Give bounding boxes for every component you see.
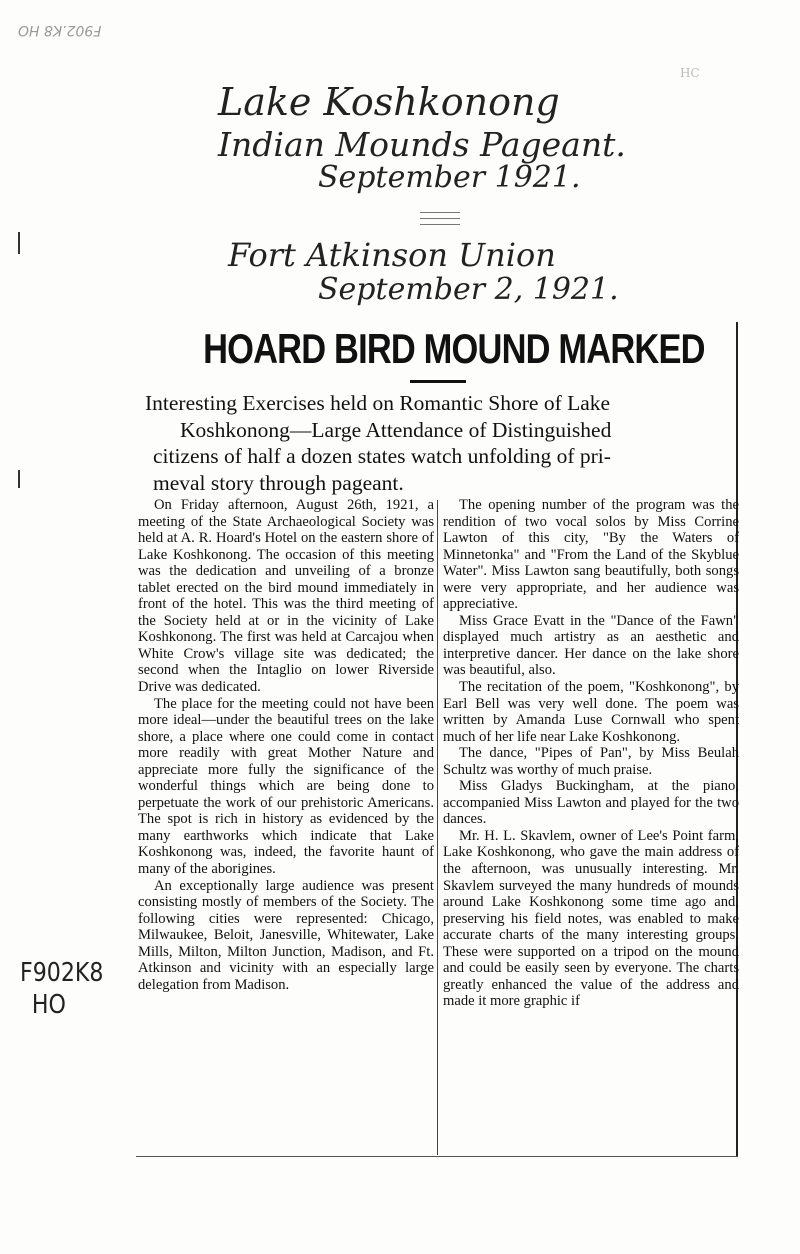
- paragraph: An exceptionally large audience was present consisting mostly of members of the Society. The following cities were represented: Chicago, Milwaukee, Beloit, Janesville, Whitewater, Lake Mills, Milton, Milton Junction, Madison, and Ft. Atkinson and vicinity with an especially large delegation from Madison.: [138, 877, 434, 993]
- article-deck: [145, 390, 740, 496]
- margin-tick: [18, 470, 20, 488]
- call-number: [20, 957, 103, 1021]
- paragraph: The recitation of the poem, "Koshkonong", by Earl Bell was very well done. The poem was written by Amanda Luse Cornwall who spent much of her life near Lake Koshkonong.: [443, 679, 739, 745]
- paragraph: On Friday afternoon, August 26th, 1921, a meeting of the State Archaeological Society was held at A. R. Hoard's Hotel on the eastern shore of Lake Koshkonong. The occasion of this meeting was the dedication and unveiling of a bronze tablet erected on the bird mound immediately in front of the hotel. This was the third meeting of the Society held at or in the vicinity of Lake Koshkonong. The first was held at Carcajou when White Crow's village site was dedicated; the second when the Intaglio on lower Riverside Drive was dedicated.: [138, 497, 434, 696]
- paragraph: Miss Gladys Buckingham, at the piano, accompanied Miss Lawton and played for the two dances.: [443, 778, 739, 828]
- paragraph: The place for the meeting could not have been more ideal—under the beautiful trees on the lake shore, a place where one could come in contact more readily with great Mother Nature and appreciate more fully the significance of the wonderful things which are being done to perpetuate the work of our prehistoric Americans. The spot is rich in history as evidenced by the many earthworks which indicate that Lake Koshkonong was, indeed, the favorite haunt of many of the aborigines.: [138, 695, 434, 878]
- call-number-line: HO: [31, 990, 66, 1020]
- handwritten-source: Fort Atkinson Union: [228, 236, 556, 274]
- paragraph: The dance, "Pipes of Pan", by Miss Beulah Schultz was worthy of much praise.: [443, 745, 739, 778]
- margin-tick: [18, 232, 20, 254]
- deck-line: meval story through pageant.: [153, 470, 404, 495]
- corner-notation: F902.K8 HO: [18, 22, 102, 38]
- handwritten-title: Lake Koshkonong: [218, 80, 560, 124]
- top-right-mark: HC: [680, 66, 700, 80]
- pencil-stroke: [420, 218, 460, 219]
- article-headline: HOARD BIRD MOUND MARKED: [203, 325, 705, 372]
- deck-line: citizens of half a dozen states watch unfolding of pri-: [153, 444, 611, 468]
- paragraph: The opening number of the program was the rendition of two vocal solos by Miss Corrine Lawton of this city, "By the Waters of Minnetonka" and "From the Land of the Skyblue Water". Miss Lawton sang beautifully, both songs were very appropriate, and her audience was appreciative.: [443, 497, 739, 613]
- article-column-2: [443, 497, 739, 1010]
- handwritten-source-date: September 2, 1921.: [318, 272, 619, 307]
- deck-line: Koshkonong—Large Attendance of Distinguished: [180, 417, 612, 442]
- handwritten-date: September 1921.: [318, 160, 581, 195]
- handwritten-subtitle: Indian Mounds Pageant.: [218, 125, 626, 164]
- deck-line: Interesting Exercises held on Romantic Shore of Lake: [145, 391, 611, 415]
- clipping-bottom-edge: [136, 1156, 738, 1157]
- call-number-line: F902K8: [20, 958, 104, 988]
- article-column-1: [138, 497, 434, 993]
- pencil-stroke: [420, 224, 460, 225]
- paragraph: Miss Grace Evatt in the "Dance of the Fawn" displayed much artistry as an aesthetic and interpretive dancer. Her dance on the lake shore was beautiful, also.: [443, 612, 739, 679]
- pencil-stroke: [420, 212, 460, 213]
- paragraph: Mr. H. L. Skavlem, owner of Lee's Point farm, Lake Koshkonong, who gave the main address of the afternoon, was unusually interesting. Mr. Skavlem surveyed the many hundreds of mounds around Lake Koshkonong some time ago and, preserving his field notes, was enabled to make accurate charts of the many interesting groups. These were supported on a tripod on the mound and could be easily seen by everyone. The charts greatly enhanced the value of the address and made it more graphic if: [443, 827, 739, 1010]
- headline-rule: [410, 380, 466, 383]
- column-divider: [437, 500, 438, 1155]
